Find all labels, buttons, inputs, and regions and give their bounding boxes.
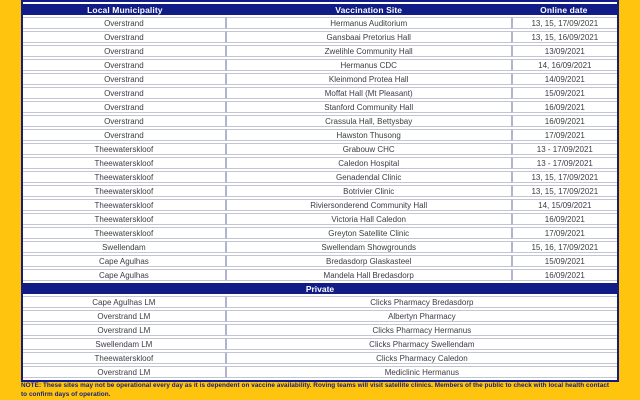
cell-municipality: Theewaterskloof [23, 171, 227, 183]
column-header-site: Vaccination Site [227, 4, 511, 15]
cell-date: 13/09/2021 [511, 45, 617, 57]
cell-municipality: Cape Agulhas LM [23, 296, 227, 308]
cell-date: 13, 15, 16/09/2021 [511, 31, 617, 43]
vaccination-sites-table [23, 2, 617, 380]
cell-site: Clicks Pharmacy Bredasdorp [227, 296, 617, 308]
cell-date: 16/09/2021 [511, 269, 617, 281]
cell-site: Greyton Satellite Clinic [227, 227, 511, 239]
note-text: NOTE: These sites may not be operational every day as it is dependent on vaccine availability. Roving teams will visit satellite clinics. Members of the public to check with local health contact to confirm days of operation. [21, 382, 610, 399]
cell-site: Albertyn Pharmacy [227, 310, 617, 322]
table-row [23, 269, 617, 281]
cell-site: Clicks Pharmacy Hermanus [227, 324, 617, 336]
cell-site: Clicks Pharmacy Caledon [227, 352, 617, 364]
cell-site: Grabouw CHC [227, 143, 511, 155]
cell-municipality: Overstrand [23, 115, 227, 127]
table-row [23, 213, 617, 225]
cell-site: Zwelihle Community Hall [227, 45, 511, 57]
table-row [23, 73, 617, 85]
table-row [23, 115, 617, 127]
column-header-date: Online date [511, 4, 617, 15]
cell-municipality: Overstrand [23, 31, 227, 43]
cell-municipality: Theewaterskloof [23, 157, 227, 169]
cell-site: Riviersonderend Community Hall [227, 199, 511, 211]
private-section-title: Private [23, 283, 617, 294]
cell-site: Mediclinic Hermanus [227, 366, 617, 378]
cell-municipality: Overstrand [23, 129, 227, 141]
private-row [23, 296, 617, 308]
table-row [23, 17, 617, 29]
cell-date: 13, 15, 17/09/2021 [511, 17, 617, 29]
cell-date: 17/09/2021 [511, 227, 617, 239]
vaccination-sites-table-container [21, 0, 619, 382]
cell-municipality: Theewaterskloof [23, 185, 227, 197]
table-row [23, 185, 617, 197]
cell-site: Genadendal Clinic [227, 171, 511, 183]
cell-site: Kleinmond Protea Hall [227, 73, 511, 85]
cell-municipality: Overstrand LM [23, 324, 227, 336]
table-row [23, 31, 617, 43]
cell-municipality: Overstrand [23, 45, 227, 57]
cell-date: 14, 16/09/2021 [511, 59, 617, 71]
cell-site: Gansbaai Pretorius Hall [227, 31, 511, 43]
cell-municipality: Cape Agulhas [23, 269, 227, 281]
cell-date: 15, 16, 17/09/2021 [511, 241, 617, 253]
cell-site: Hermanus CDC [227, 59, 511, 71]
cell-municipality: Overstrand [23, 73, 227, 85]
cell-site: Bredasdorp Glaskasteel [227, 255, 511, 267]
table-row [23, 101, 617, 113]
table-row [23, 171, 617, 183]
private-row [23, 338, 617, 350]
cell-site: Caledon Hospital [227, 157, 511, 169]
cell-site: Mandela Hall Bredasdorp [227, 269, 511, 281]
cell-date: 13 - 17/09/2021 [511, 157, 617, 169]
cell-site: Hermanus Auditorium [227, 17, 511, 29]
cell-municipality: Overstrand LM [23, 310, 227, 322]
cell-site: Botrivier Clinic [227, 185, 511, 197]
cell-site: Victoria Hall Caledon [227, 213, 511, 225]
cell-municipality: Overstrand [23, 59, 227, 71]
table-row [23, 45, 617, 57]
table-row [23, 87, 617, 99]
cell-date: 14/09/2021 [511, 73, 617, 85]
cell-date: 16/09/2021 [511, 213, 617, 225]
private-row [23, 352, 617, 364]
private-row [23, 310, 617, 322]
table-row [23, 241, 617, 253]
cell-date: 15/09/2021 [511, 255, 617, 267]
table-row [23, 199, 617, 211]
cell-date: 13, 15, 17/09/2021 [511, 171, 617, 183]
cell-municipality: Overstrand [23, 17, 227, 29]
cell-municipality: Theewaterskloof [23, 227, 227, 239]
cell-site: Stanford Community Hall [227, 101, 511, 113]
table-row [23, 227, 617, 239]
cell-date: 17/09/2021 [511, 129, 617, 141]
cell-municipality: Theewaterskloof [23, 213, 227, 225]
cell-site: Swellendam Showgrounds [227, 241, 511, 253]
cell-municipality: Overstrand [23, 101, 227, 113]
private-row [23, 324, 617, 336]
cell-date: 16/09/2021 [511, 115, 617, 127]
cell-date: 16/09/2021 [511, 101, 617, 113]
table-row [23, 59, 617, 71]
cell-municipality: Theewaterskloof [23, 352, 227, 364]
private-row [23, 366, 617, 378]
cell-site: Clicks Pharmacy Swellendam [227, 338, 617, 350]
cell-date: 14, 15/09/2021 [511, 199, 617, 211]
cell-municipality: Cape Agulhas [23, 255, 227, 267]
column-header-municipality: Local Municipality [23, 4, 227, 15]
cell-date: 13 - 17/09/2021 [511, 143, 617, 155]
cell-site: Hawston Thusong [227, 129, 511, 141]
cell-municipality: Swellendam LM [23, 338, 227, 350]
cell-date: 13, 15, 17/09/2021 [511, 185, 617, 197]
cell-date: 15/09/2021 [511, 87, 617, 99]
cell-site: Crassula Hall, Bettysbay [227, 115, 511, 127]
header-row [23, 4, 617, 15]
cell-site: Moffat Hall (Mt Pleasant) [227, 87, 511, 99]
cell-municipality: Swellendam [23, 241, 227, 253]
table-row [23, 255, 617, 267]
private-section-header [23, 283, 617, 294]
table-row [23, 129, 617, 141]
cell-municipality: Theewaterskloof [23, 143, 227, 155]
cell-municipality: Overstrand LM [23, 366, 227, 378]
table-row [23, 157, 617, 169]
cell-municipality: Overstrand [23, 87, 227, 99]
cell-municipality: Theewaterskloof [23, 199, 227, 211]
table-row [23, 143, 617, 155]
